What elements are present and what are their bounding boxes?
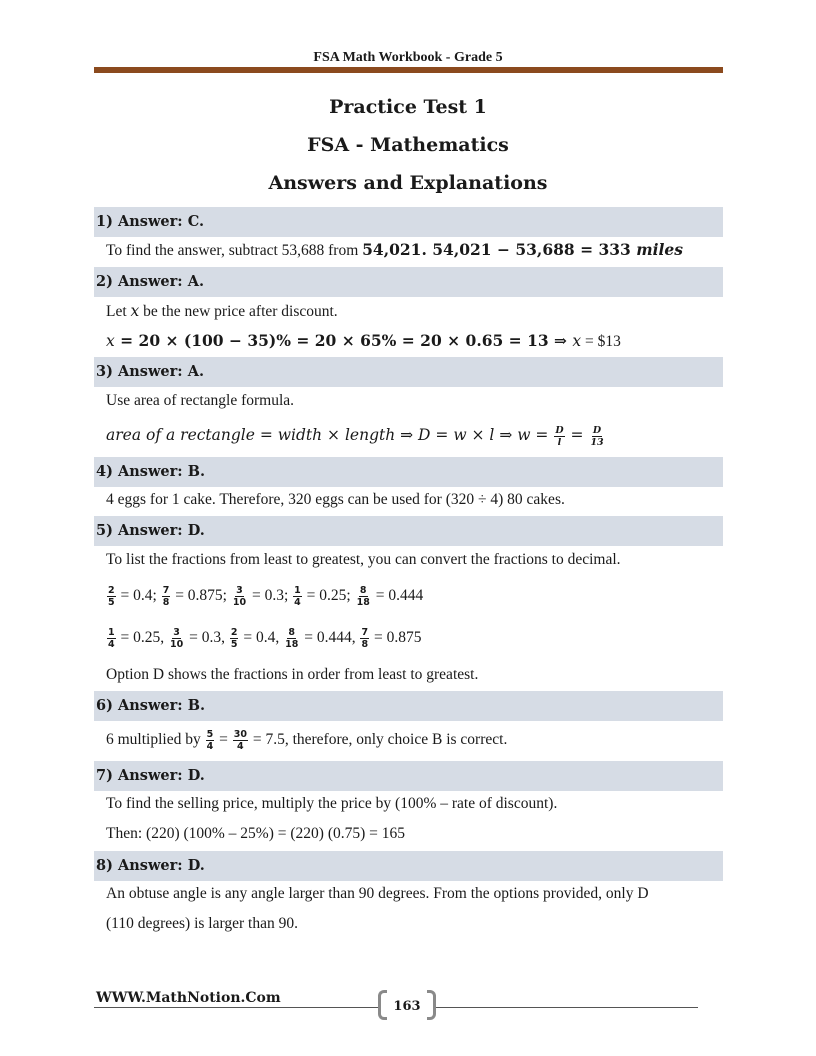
- explanation-line: 4 eggs for 1 cake. Therefore, 320 eggs can be used for (320 ÷ 4) 80 cakes.: [106, 491, 565, 508]
- decimal: = 0.444,: [300, 629, 360, 646]
- denominator: 4: [237, 740, 244, 752]
- numerator: D: [555, 424, 564, 436]
- equation-line: [106, 326, 621, 356]
- denominator: 10: [232, 596, 247, 608]
- denominator: 5: [108, 596, 115, 608]
- answer-bar-2: 2) Answer: A.: [94, 267, 723, 297]
- page-number: 163: [378, 992, 436, 1022]
- denominator: 18: [356, 596, 370, 608]
- math-bold: 54,021. 54,021 − 53,688 = 333: [362, 240, 631, 259]
- running-header: FSA Math Workbook - Grade 5: [313, 50, 503, 65]
- decimal: = 0.3;: [248, 587, 293, 604]
- decimal: = 0.444: [371, 587, 424, 604]
- explanation-line: Then: (220) (100% – 25%) = (220) (0.75) = 165: [106, 825, 406, 842]
- numerator: 1: [108, 626, 115, 638]
- numerator: 2: [230, 626, 238, 638]
- fraction-row-1: [106, 581, 423, 611]
- footer-website: WWW.MathNotion.Com: [96, 990, 281, 1006]
- numerator: 7: [361, 626, 369, 638]
- fraction-row-2: [106, 623, 421, 653]
- numerator: 3: [236, 584, 243, 596]
- decimal: = 0.875: [370, 629, 422, 646]
- numerator: 3: [173, 626, 180, 638]
- text: be the new price after discount.: [139, 303, 338, 320]
- text: = $13: [581, 333, 621, 350]
- fraction: [230, 627, 239, 650]
- numerator: 5: [206, 728, 214, 740]
- denominator: 10: [170, 638, 184, 650]
- fraction: [284, 627, 299, 650]
- title-subject: FSA - Mathematics: [307, 134, 509, 156]
- decimal: = 0.875;: [171, 587, 231, 604]
- denominator: l: [557, 436, 562, 448]
- denominator: 8: [162, 596, 170, 608]
- bracket-right-icon: [427, 990, 436, 1020]
- decimal: = 0.3,: [185, 629, 229, 646]
- fraction: [206, 729, 215, 752]
- explanation-line: Use area of rectangle formula.: [106, 392, 295, 409]
- answer-bar-6: 6) Answer: B.: [94, 691, 723, 721]
- equation-line: [106, 420, 606, 450]
- numerator: 1: [294, 584, 301, 596]
- numerator: 8: [288, 626, 296, 638]
- title-practice-test: Practice Test 1: [329, 96, 487, 118]
- numerator: 7: [162, 584, 170, 596]
- fraction: [554, 425, 564, 448]
- text: Let: [106, 303, 131, 320]
- text: To find the answer, subtract 53,688 from: [106, 242, 363, 259]
- explanation-line: [106, 725, 507, 755]
- explanation-line: An obtuse angle is any angle larger than 90 degrees. From the options provided, only D: [106, 885, 649, 902]
- fraction: [162, 585, 171, 608]
- fraction: [589, 425, 604, 448]
- math-var: x: [106, 332, 115, 350]
- fraction: [356, 585, 371, 608]
- fraction: [169, 627, 184, 650]
- math-var: x: [572, 332, 582, 350]
- math-italic: area of a rectangle = width × length ⇒ D = w × l ⇒ w =: [106, 426, 554, 444]
- decimal: = 0.25,: [116, 629, 168, 646]
- answer-bar-3: 3) Answer: A.: [94, 357, 723, 387]
- answer-bar-4: 4) Answer: B.: [94, 457, 723, 487]
- denominator: 4: [294, 596, 301, 608]
- fraction: [233, 729, 248, 752]
- fraction: [293, 585, 302, 608]
- equals: =: [565, 426, 589, 444]
- answer-bar-8: 8) Answer: D.: [94, 851, 723, 881]
- denominator: 18: [285, 638, 299, 650]
- denominator: 4: [108, 638, 115, 650]
- math-var: x: [130, 302, 140, 320]
- denominator: 5: [230, 638, 238, 650]
- title-answers: Answers and Explanations: [268, 172, 548, 194]
- answer-bar-1: 1) Answer: C.: [94, 207, 723, 237]
- text: 6 multiplied by: [106, 731, 205, 748]
- explanation-line: [106, 296, 338, 326]
- fraction: [107, 627, 116, 650]
- explanation-line: Option D shows the fractions in order from least to greatest.: [106, 666, 479, 683]
- fraction: [360, 627, 369, 650]
- explanation-line: To list the fractions from least to greatest, you can convert the fractions to decimal.: [106, 551, 621, 568]
- answer-bar-7: 7) Answer: D.: [94, 761, 723, 791]
- answer-bar-5: 5) Answer: D.: [94, 516, 723, 546]
- numerator: 8: [359, 584, 367, 596]
- numerator: 2: [108, 584, 115, 596]
- decimal: = 0.25;: [302, 587, 355, 604]
- math-bold: = 20 × (100 − 35)% = 20 × 65% = 20 × 0.65 = 13 ⇒: [114, 331, 573, 350]
- bracket-left-icon: [378, 990, 387, 1020]
- decimal: = 0.4,: [239, 629, 284, 646]
- header-rule: [94, 67, 723, 73]
- denominator: 8: [361, 638, 369, 650]
- explanation-line: [106, 235, 683, 265]
- numerator: D: [592, 424, 602, 436]
- fraction: [107, 585, 116, 608]
- explanation-line: To find the selling price, multiply the price by (100% – rate of discount).: [106, 795, 558, 812]
- decimal: = 0.4;: [116, 587, 161, 604]
- math-unit: miles: [630, 240, 683, 259]
- explanation-line: (110 degrees) is larger than 90.: [106, 915, 298, 932]
- equals: =: [215, 731, 232, 748]
- denominator: 13: [590, 436, 604, 448]
- numerator: 30: [233, 728, 247, 740]
- denominator: 4: [206, 740, 214, 752]
- fraction: [232, 585, 247, 608]
- text: = 7.5, therefore, only choice B is correct.: [248, 731, 508, 748]
